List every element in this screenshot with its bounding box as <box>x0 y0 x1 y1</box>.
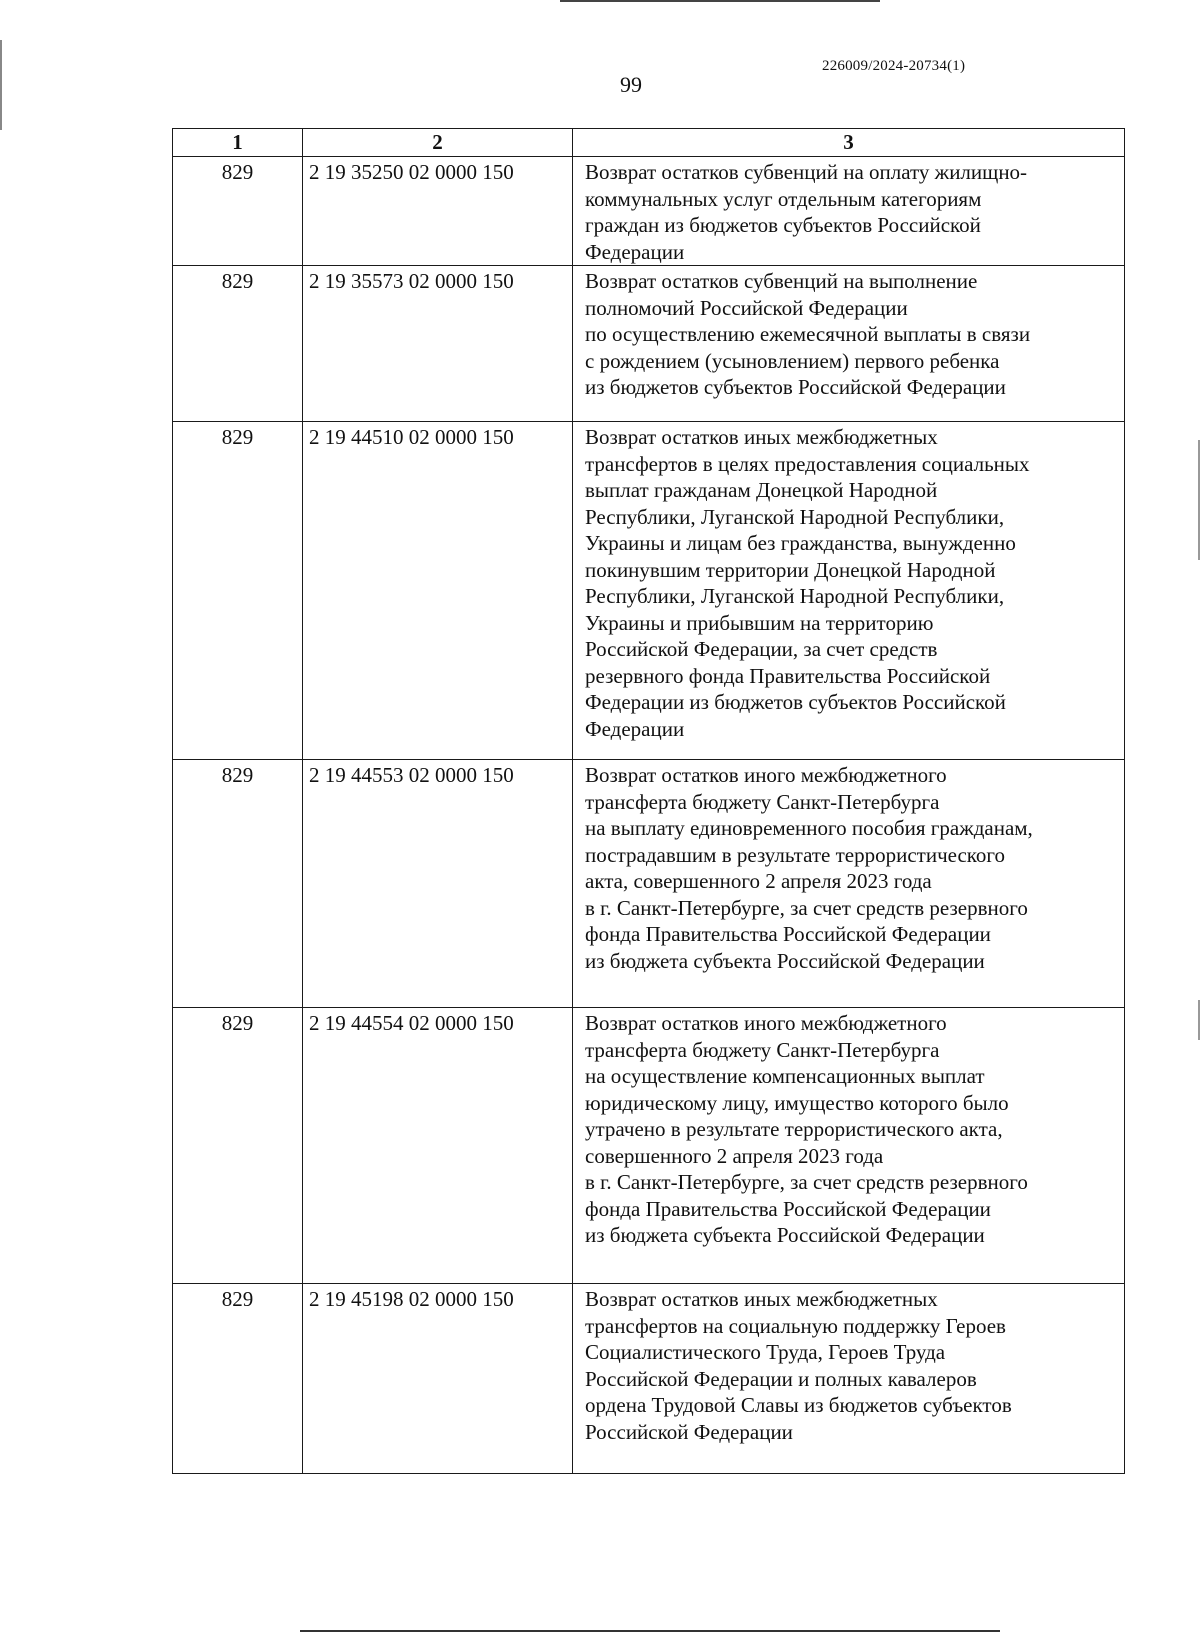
table-row <box>173 1008 1125 1284</box>
admin-code-cell: 829 <box>173 1284 303 1474</box>
scan-artifact-left <box>0 40 2 130</box>
scan-artifact-bottom <box>300 1630 1000 1632</box>
budget-code-cell: 2 19 44553 02 0000 150 <box>303 760 573 1008</box>
table-row <box>173 422 1125 760</box>
budget-codes-table <box>172 128 1125 1474</box>
table-row <box>173 760 1125 1008</box>
description-cell: Возврат остатков иных межбюджетных трансфертов в целях предоставления социальных выплат гражданам Донецкой Народной Республики, Луганской Народной Республики, Украины и лицам без гражданства, вынужденно покинувшим территории Донецкой Народной Республики, Луганской Народной Республики, Украины и прибывшим на территорию Российской Федерации, за счет средств резервного фонда Правительства Российской Федерации из бюджетов субъектов Российской Федерации <box>573 422 1125 760</box>
budget-code-cell: 2 19 44554 02 0000 150 <box>303 1008 573 1284</box>
column-header: 3 <box>573 129 1125 157</box>
document-number: 226009/2024-20734(1) <box>822 58 966 74</box>
budget-code-cell: 2 19 44510 02 0000 150 <box>303 422 573 760</box>
table-row <box>173 266 1125 422</box>
description-cell: Возврат остатков иного межбюджетного трансферта бюджету Санкт-Петербурга на осуществление компенсационных выплат юридическому лицу, имущество которого было утрачено в результате террористического акта, совершенного 2 апреля 2023 года в г. Санкт-Петербурге, за счет средств резервного фонда Правительства Российской Федерации из бюджета субъекта Российской Федерации <box>573 1008 1125 1284</box>
column-header: 2 <box>303 129 573 157</box>
description-cell: Возврат остатков иных межбюджетных трансфертов на социальную поддержку Героев Социалистического Труда, Героев Труда Российской Федерации и полных кавалеров ордена Трудовой Славы из бюджетов субъектов Российской Федерации <box>573 1284 1125 1474</box>
admin-code-cell: 829 <box>173 266 303 422</box>
description-cell: Возврат остатков иного межбюджетного трансферта бюджету Санкт-Петербурга на выплату единовременного пособия гражданам, пострадавшим в результате террористического акта, совершенного 2 апреля 2023 года в г. Санкт-Петербурге, за счет средств резервного фонда Правительства Российской Федерации из бюджета субъекта Российской Федерации <box>573 760 1125 1008</box>
admin-code-cell: 829 <box>173 422 303 760</box>
description-cell: Возврат остатков субвенций на оплату жилищно- коммунальных услуг отдельным категориям граждан из бюджетов субъектов Российской Федерации <box>573 157 1125 266</box>
table-header-row <box>173 129 1125 157</box>
budget-code-cell: 2 19 35250 02 0000 150 <box>303 157 573 266</box>
column-header: 1 <box>173 129 303 157</box>
budget-code-cell: 2 19 45198 02 0000 150 <box>303 1284 573 1474</box>
admin-code-cell: 829 <box>173 760 303 1008</box>
page-number: 99 <box>620 72 642 97</box>
admin-code-cell: 829 <box>173 157 303 266</box>
table-row <box>173 1284 1125 1474</box>
description-cell: Возврат остатков субвенций на выполнение полномочий Российской Федерации по осуществлению ежемесячной выплаты в связи с рождением (усыновлением) первого ребенка из бюджетов субъектов Российской Федерации <box>573 266 1125 422</box>
scan-artifact-top <box>560 0 880 2</box>
budget-code-cell: 2 19 35573 02 0000 150 <box>303 266 573 422</box>
admin-code-cell: 829 <box>173 1008 303 1284</box>
table-row <box>173 157 1125 266</box>
